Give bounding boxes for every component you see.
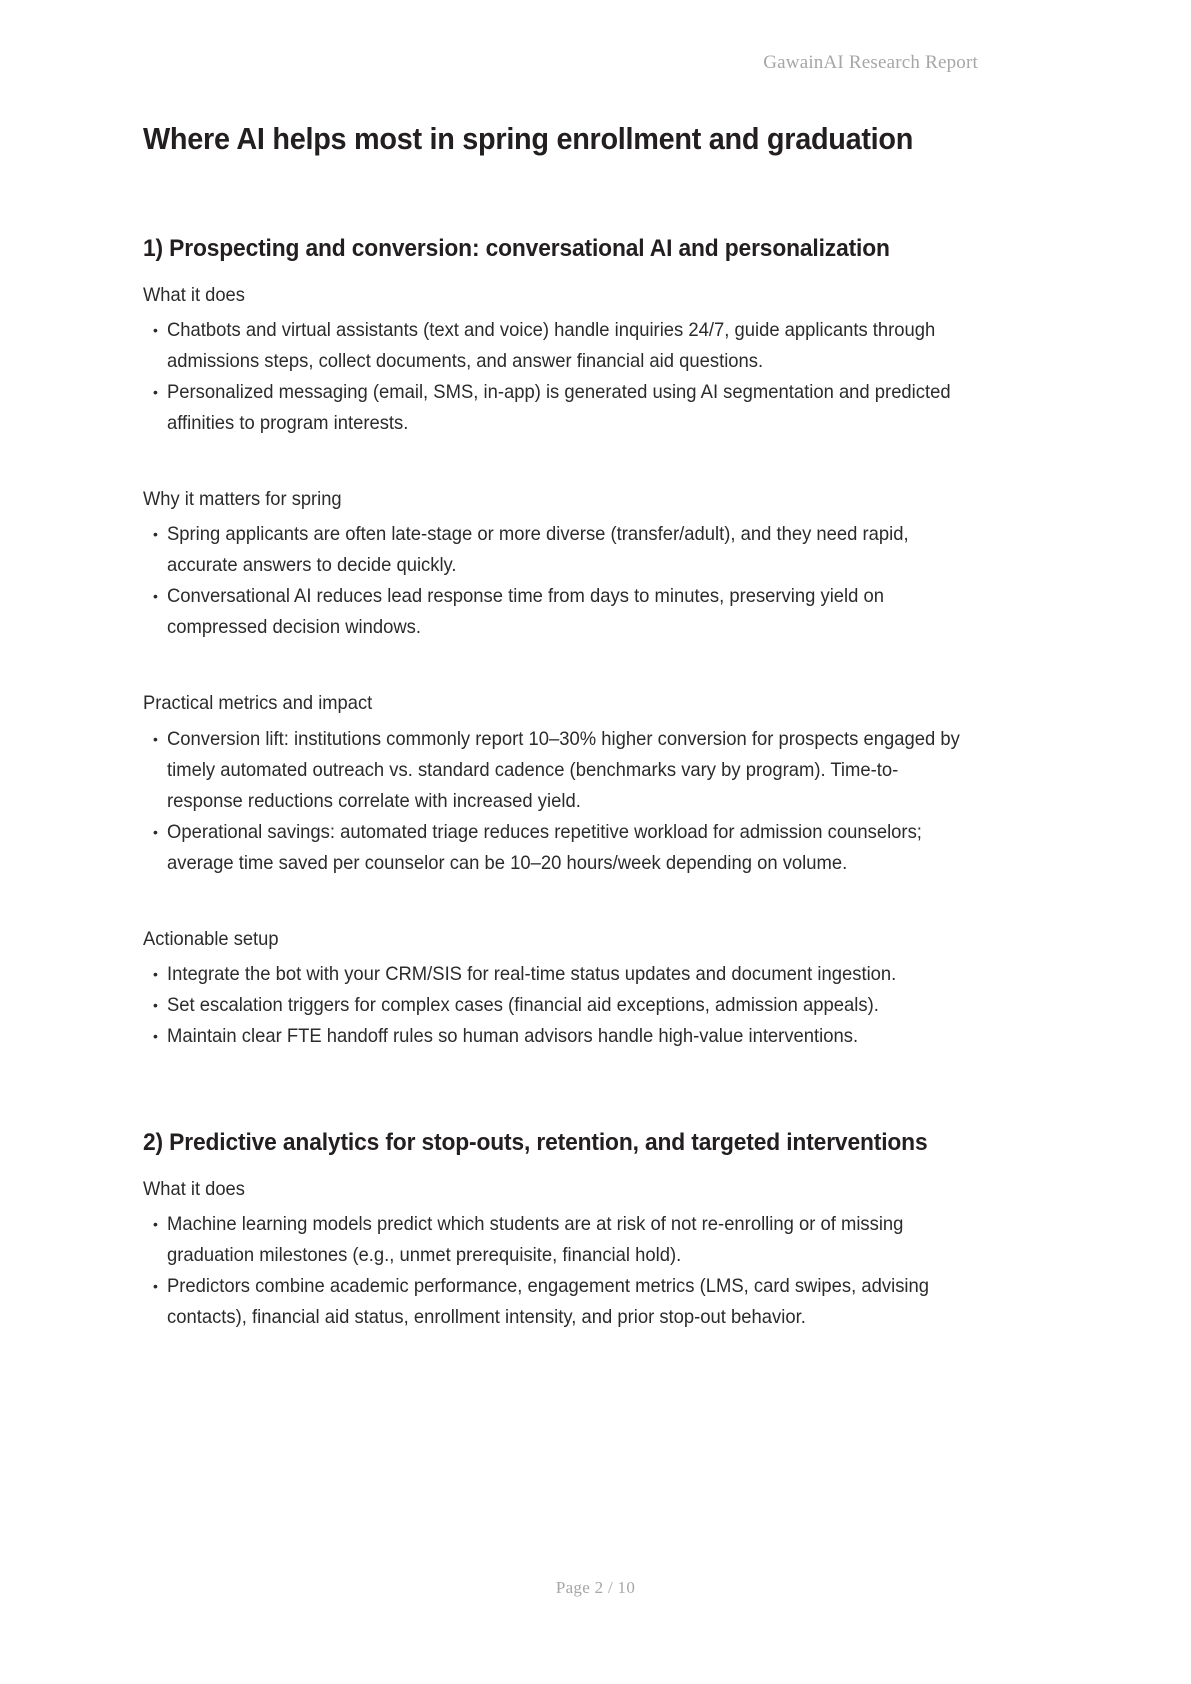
block-label-why-it-matters: Why it matters for spring bbox=[143, 487, 342, 510]
block-label-what-it-does-2: What it does bbox=[143, 1177, 245, 1200]
block-label-what-it-does: What it does bbox=[143, 283, 245, 306]
block-label-actionable-setup: Actionable setup bbox=[143, 927, 279, 950]
list-item-text: • Machine learning models predict which students are at risk of not re-enrolling or of missing graduation milestones (e.g., unmet prerequisite, financial hold). bbox=[167, 1213, 904, 1267]
list-item-text: • Personalized messaging (email, SMS, in-app) is generated using AI segmentation and predicted affinities to program interests. bbox=[167, 380, 951, 434]
list-item bbox=[143, 519, 973, 581]
section-heading-2: 2) Predictive analytics for stop-outs, retention, and targeted interventions bbox=[143, 1128, 928, 1156]
section-heading-1: 1) Prospecting and conversion: conversational AI and personalization bbox=[143, 234, 890, 262]
list-item-text: • Conversion lift: institutions commonly report 10–30% higher conversion for prospects engaged by timely automated outreach vs. standard cadence (benchmarks vary by program). Time-to-response reductions correlate with increased yield. bbox=[167, 727, 960, 812]
list-item bbox=[143, 1021, 973, 1052]
list-item-text: • Conversational AI reduces lead response time from days to minutes, preserving yield on compressed decision windows. bbox=[167, 585, 885, 639]
bullet-list-practical-metrics bbox=[143, 724, 973, 879]
list-item bbox=[143, 1271, 973, 1333]
list-item bbox=[143, 581, 973, 643]
list-item bbox=[143, 817, 973, 879]
list-item bbox=[143, 959, 973, 990]
list-item-text: • Set escalation triggers for complex cases (financial aid exceptions, admission appeals). bbox=[167, 993, 879, 1016]
block-label-practical-metrics: Practical metrics and impact bbox=[143, 692, 373, 715]
list-item-text: • Spring applicants are often late-stage or more diverse (transfer/adult), and they need rapid, accurate answers to decide quickly. bbox=[167, 523, 909, 577]
list-item bbox=[143, 377, 973, 439]
list-item-text: • Chatbots and virtual assistants (text and voice) handle inquiries 24/7, guide applicants through admissions steps, collect documents, and answer financial aid questions. bbox=[167, 318, 936, 372]
bullet-list-actionable-setup bbox=[143, 959, 973, 1052]
list-item-text: • Operational savings: automated triage reduces repetitive workload for admission counselors; average time saved per counselor can be 10–20 hours/week depending on volume. bbox=[167, 820, 922, 874]
list-item bbox=[143, 724, 973, 817]
page-title: Where AI helps most in spring enrollment and graduation bbox=[143, 121, 914, 156]
list-item bbox=[143, 315, 973, 377]
list-item-text: • Maintain clear FTE handoff rules so human advisors handle high-value interventions. bbox=[167, 1024, 859, 1047]
bullet-list-why-it-matters bbox=[143, 519, 973, 643]
page-number-footer: Page 2 / 10 bbox=[555, 1578, 636, 1597]
bullet-list-what-it-does-2 bbox=[143, 1209, 973, 1333]
document-content bbox=[143, 120, 973, 1333]
list-item bbox=[143, 990, 973, 1021]
list-item-text: • Predictors combine academic performance, engagement metrics (LMS, card swipes, advising contacts), financial aid status, enrollment intensity, and prior stop-out behavior. bbox=[167, 1275, 930, 1329]
bullet-list-what-it-does bbox=[143, 315, 973, 439]
list-item bbox=[143, 1209, 973, 1271]
list-item-text: • Integrate the bot with your CRM/SIS for real-time status updates and document ingestion. bbox=[167, 962, 897, 985]
running-header: GawainAI Research Report bbox=[763, 52, 978, 73]
